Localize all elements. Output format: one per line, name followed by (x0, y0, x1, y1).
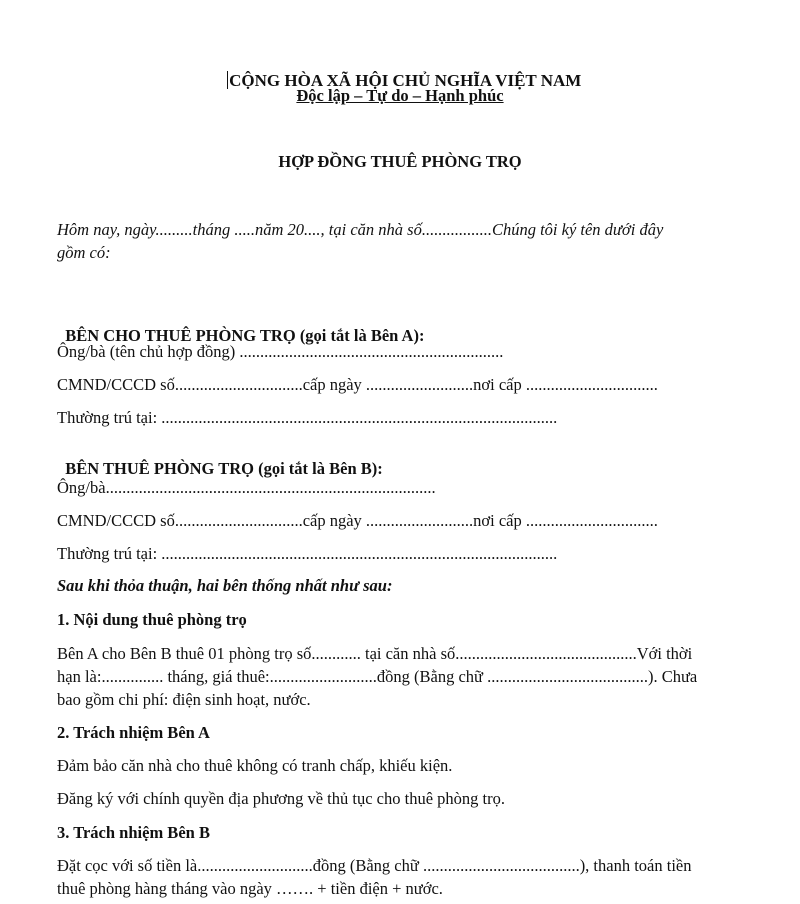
party-a-residence: Thường trú tại: ................................................................................................ (57, 408, 558, 427)
party-a-heading (57, 311, 424, 344)
section-2-heading: 2. Trách nhiệm Bên A (57, 723, 210, 742)
party-b-name: Ông/bà................................................................................ (57, 478, 436, 497)
document-title: HỢP ĐỒNG THUÊ PHÒNG TRỌ (278, 152, 522, 171)
section-2-line-1: Đảm bảo căn nhà cho thuê không có tranh chấp, khiếu kiện. (57, 756, 453, 775)
section-1-line-1: Bên A cho Bên B thuê 01 phòng trọ số............ tại căn nhà số............................................Với thời (57, 644, 693, 663)
agreement-intro: Sau khi thỏa thuận, hai bên thống nhất như sau: (57, 576, 393, 595)
section-3-heading: 3. Trách nhiệm Bên B (57, 823, 210, 842)
party-a-heading-main: BÊN CHO THUÊ PHÒNG TRỌ (65, 325, 296, 345)
party-b-id: CMND/CCCD số...............................cấp ngày ..........................nơi cấp ................................ (57, 511, 658, 530)
party-b-heading-main: BÊN THUÊ PHÒNG TRỌ (65, 458, 254, 478)
section-1-line-3: bao gồm chi phí: điện sinh hoạt, nước. (57, 690, 311, 709)
section-1-heading: 1. Nội dung thuê phòng trọ (57, 610, 247, 629)
party-b-heading-note: (gọi tắt là Bên B): (253, 458, 383, 478)
section-1-line-2: hạn là:............... tháng, giá thuê:..........................đồng (Bằng chữ .......................................). Chưa (57, 667, 698, 686)
country-header-text: CỘNG HÒA XÃ HỘI CHỦ NGHĨA VIỆT NAM (229, 71, 582, 90)
intro-line-2: gồm có: (57, 243, 111, 262)
country-header (0, 54, 800, 89)
section-2-line-2: Đăng ký với chính quyền địa phương về thủ tục cho thuê phòng trọ. (57, 789, 505, 808)
intro-line-1: Hôm nay, ngày.........tháng .....năm 20...., tại căn nhà số.................Chúng tôi ký tên dưới đây (57, 220, 664, 239)
party-a-owner: Ông/bà (tên chủ hợp đồng) ................................................................ (57, 342, 504, 361)
section-3-line-2: thuê phòng hàng tháng vào ngày ……. + tiền điện + nước. (57, 879, 443, 898)
section-3-line-1: Đặt cọc với số tiền là............................đồng (Bằng chữ ......................................), thanh toán tiền (57, 856, 692, 875)
party-b-heading (57, 444, 383, 477)
motto: Độc lập – Tự do – Hạnh phúc (296, 86, 504, 105)
party-b-residence: Thường trú tại: ................................................................................................ (57, 544, 558, 563)
text-cursor (227, 71, 228, 89)
party-a-heading-note: (gọi tắt là Bên A): (295, 325, 425, 345)
party-a-id: CMND/CCCD số...............................cấp ngày ..........................nơi cấp ................................ (57, 375, 658, 394)
